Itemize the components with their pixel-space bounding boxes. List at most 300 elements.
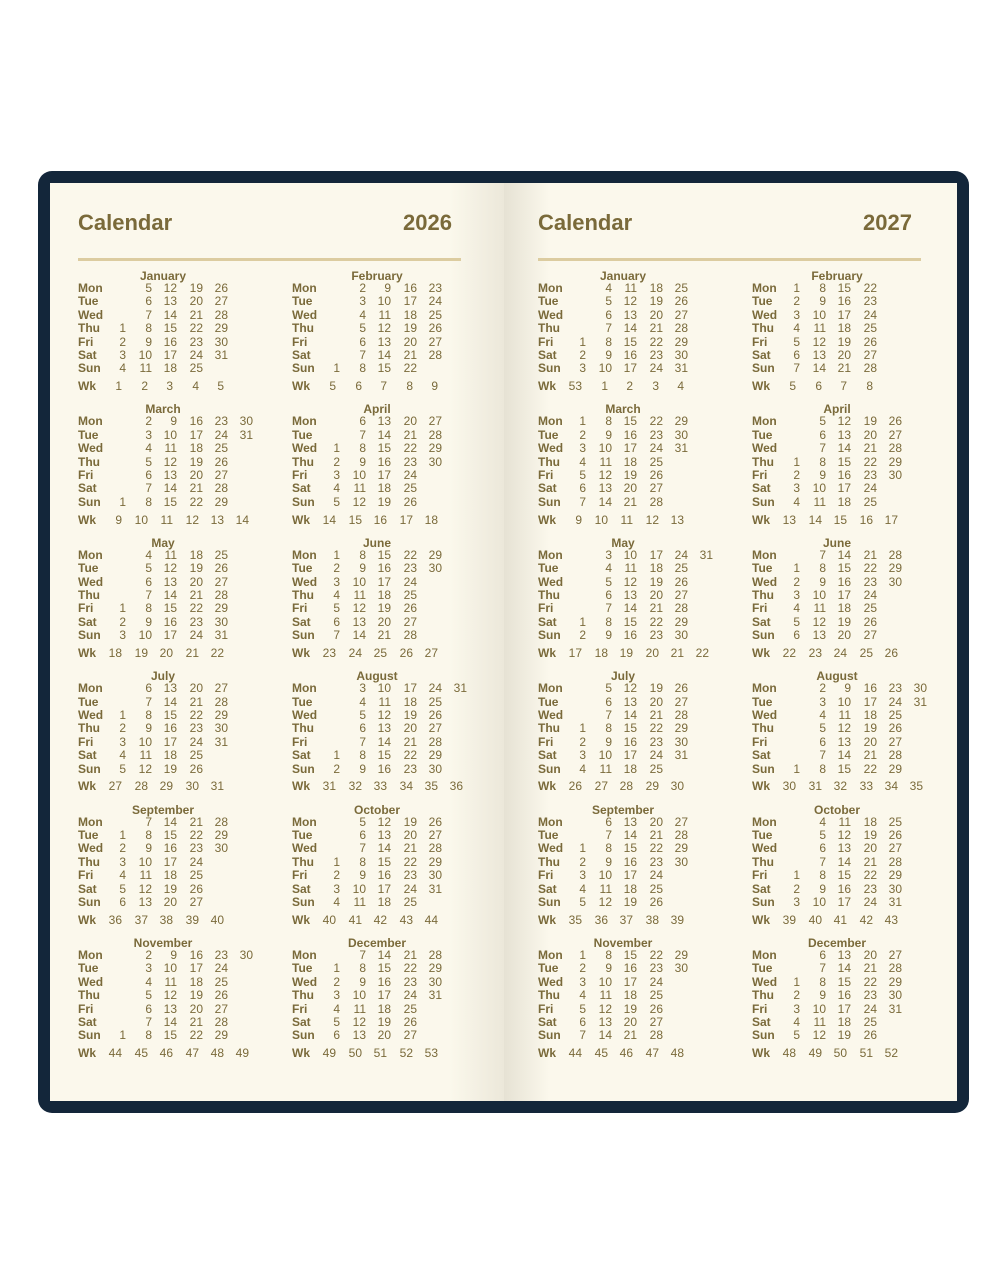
day-cell: 8 (359, 961, 366, 976)
day-cell: 18 (623, 761, 637, 776)
day-cell: 28 (214, 481, 228, 496)
day-cell: 23 (863, 881, 877, 896)
day-cell: 26 (189, 881, 203, 896)
weekday-label: Sat (538, 481, 557, 496)
day-cell: 31 (428, 881, 442, 896)
weekday-label: Fri (78, 467, 94, 482)
day-cell: 28 (214, 587, 228, 602)
week-number: 11 (160, 512, 173, 527)
day-cell: 28 (674, 827, 688, 842)
month-block (538, 670, 728, 794)
day-cell: 6 (579, 481, 586, 496)
day-cell: 28 (428, 427, 442, 442)
weekday-label: Tue (78, 427, 99, 442)
day-cell: 26 (403, 494, 417, 509)
day-cell: 7 (359, 427, 366, 442)
day-cell: 5 (359, 814, 366, 829)
day-cell: 26 (428, 707, 442, 722)
day-cell: 24 (428, 681, 442, 696)
day-cell: 17 (623, 748, 637, 763)
day-cell: 15 (837, 974, 851, 989)
month-name: January (599, 269, 647, 283)
day-cell: 13 (623, 307, 637, 322)
week-number: 22 (695, 646, 709, 661)
day-cell: 18 (837, 1015, 851, 1029)
weekday-label: Sat (292, 748, 311, 763)
day-cell: 28 (214, 1015, 228, 1029)
day-cell: 6 (819, 948, 826, 962)
day-cell: 9 (819, 467, 826, 482)
week-number: 44 (108, 1046, 122, 1061)
day-cell: 12 (598, 1001, 612, 1016)
day-cell: 18 (623, 454, 637, 469)
day-cell: 25 (674, 561, 688, 576)
day-cell: 29 (674, 334, 688, 349)
day-cell: 11 (378, 307, 391, 322)
day-cell: 4 (333, 587, 340, 602)
day-cell: 2 (579, 348, 586, 362)
weekday-label: Fri (292, 868, 308, 883)
day-cell: 15 (163, 601, 177, 616)
week-number: 7 (380, 379, 387, 394)
day-cell: 5 (359, 321, 366, 336)
day-cell: 14 (352, 628, 366, 643)
day-cell: 2 (793, 574, 800, 589)
day-cell: 12 (812, 334, 826, 349)
day-cell: 1 (333, 854, 340, 869)
week-number: 23 (808, 646, 822, 661)
weekday-label: Fri (752, 1001, 768, 1016)
day-cell: 3 (359, 294, 366, 309)
day-cell: 7 (359, 734, 366, 749)
day-cell: 11 (813, 601, 826, 616)
day-cell: 9 (359, 868, 366, 883)
day-cell: 28 (403, 628, 417, 643)
week-number: 24 (833, 646, 847, 661)
day-cell: 27 (428, 414, 442, 429)
day-cell: 8 (359, 547, 366, 562)
week-number: 48 (210, 1046, 224, 1061)
weekday-label: Sat (752, 748, 771, 763)
day-cell: 24 (649, 441, 663, 456)
day-cell: 13 (163, 467, 177, 482)
day-cell: 4 (605, 561, 612, 576)
weekday-label: Sat (78, 1015, 97, 1029)
day-cell: 25 (214, 974, 228, 989)
day-cell: 6 (145, 294, 152, 309)
day-cell: 14 (623, 827, 637, 842)
day-cell: 24 (863, 307, 877, 322)
weekday-label: Thu (752, 721, 774, 736)
day-cell: 30 (674, 854, 688, 869)
weekday-label: Sun (78, 761, 101, 776)
day-cell: 28 (428, 348, 442, 362)
week-number: 3 (166, 379, 173, 394)
day-cell: 28 (428, 841, 442, 856)
day-cell: 21 (863, 854, 877, 869)
day-cell: 2 (333, 454, 340, 469)
weekday-label: Sun (292, 1028, 315, 1043)
day-cell: 9 (359, 454, 366, 469)
day-cell: 8 (359, 748, 366, 763)
day-cell: 7 (605, 827, 612, 842)
day-cell: 22 (189, 601, 203, 616)
weekday-label: Thu (752, 854, 774, 869)
day-cell: 25 (649, 761, 663, 776)
day-cell: 20 (189, 294, 203, 309)
month-block (292, 537, 482, 661)
week-number: 35 (568, 912, 582, 927)
day-cell: 24 (403, 988, 417, 1003)
day-cell: 10 (598, 361, 612, 376)
day-cell: 29 (428, 961, 442, 976)
weekday-label: Sat (78, 481, 97, 496)
weekday-label: Wed (292, 974, 318, 989)
day-cell: 25 (403, 894, 417, 909)
day-cell: 11 (139, 361, 152, 376)
weekday-label: Sat (292, 1015, 311, 1029)
day-cell: 11 (378, 694, 391, 709)
day-cell: 16 (163, 614, 177, 629)
weekday-label: Fri (752, 601, 768, 616)
day-cell: 15 (837, 454, 851, 469)
header-divider (538, 258, 921, 261)
day-cell: 18 (163, 868, 177, 883)
day-cell: 15 (837, 281, 851, 295)
month-block (292, 670, 482, 794)
weekday-label: Sun (752, 1028, 775, 1043)
month-name: March (145, 402, 181, 417)
day-cell: 11 (813, 494, 826, 509)
weekday-label: Wed (292, 841, 318, 856)
day-cell: 19 (377, 1015, 391, 1029)
week-number: 6 (815, 379, 822, 394)
day-cell: 5 (579, 467, 586, 482)
week-label: Wk (752, 779, 770, 794)
weekday-label: Wed (292, 307, 318, 322)
day-cell: 29 (428, 854, 442, 869)
weekday-label: Fri (538, 601, 554, 616)
day-cell: 10 (377, 681, 391, 696)
week-number: 49 (808, 1046, 822, 1061)
day-cell: 30 (888, 467, 902, 482)
week-number: 42 (373, 912, 387, 927)
day-cell: 21 (837, 361, 851, 376)
month-block (292, 270, 482, 394)
day-cell: 4 (579, 454, 586, 469)
day-cell: 28 (649, 1028, 663, 1043)
day-cell: 16 (837, 574, 851, 589)
week-label: Wk (292, 779, 310, 794)
day-cell: 21 (189, 307, 203, 322)
weekday-label: Sun (538, 761, 561, 776)
week-label: Wk (538, 379, 556, 394)
weekday-label: Fri (292, 734, 308, 749)
week-number: 28 (619, 779, 633, 794)
day-cell: 9 (384, 281, 391, 295)
week-number: 4 (192, 379, 199, 394)
day-cell: 18 (863, 707, 877, 722)
weekday-label: Sun (78, 494, 101, 509)
day-cell: 21 (189, 587, 203, 602)
day-cell: 5 (605, 294, 612, 309)
day-cell: 31 (239, 427, 253, 442)
day-cell: 18 (623, 881, 637, 896)
day-cell: 8 (605, 614, 612, 629)
day-cell: 11 (139, 868, 152, 883)
weekday-label: Thu (538, 321, 560, 336)
day-cell: 24 (189, 348, 203, 362)
day-cell: 11 (838, 707, 851, 722)
day-cell: 12 (352, 601, 366, 616)
day-cell: 11 (353, 894, 366, 909)
day-cell: 8 (145, 494, 152, 509)
day-cell: 27 (214, 467, 228, 482)
day-cell: 13 (163, 294, 177, 309)
week-number: 39 (185, 912, 199, 927)
day-cell: 1 (119, 601, 126, 616)
day-cell: 5 (819, 721, 826, 736)
day-cell: 14 (623, 601, 637, 616)
day-cell: 20 (163, 894, 177, 909)
day-cell: 9 (359, 974, 366, 989)
day-cell: 12 (352, 494, 366, 509)
day-cell: 14 (377, 348, 391, 362)
day-cell: 12 (377, 321, 391, 336)
weekday-label: Mon (752, 281, 777, 295)
day-cell: 23 (649, 961, 663, 976)
day-cell: 8 (605, 721, 612, 736)
month-name: July (610, 669, 635, 684)
day-cell: 29 (674, 414, 688, 429)
day-cell: 2 (793, 467, 800, 482)
day-cell: 16 (623, 961, 637, 976)
day-cell: 20 (189, 681, 203, 696)
day-cell: 27 (214, 1001, 228, 1016)
day-cell: 16 (863, 681, 877, 696)
weekday-label: Tue (538, 294, 559, 309)
day-cell: 25 (403, 481, 417, 496)
day-cell: 29 (214, 601, 228, 616)
day-cell: 20 (863, 734, 877, 749)
day-cell: 19 (377, 494, 391, 509)
day-cell: 18 (649, 561, 663, 576)
day-cell: 9 (605, 734, 612, 749)
day-cell: 22 (863, 868, 877, 883)
day-cell: 7 (819, 547, 826, 562)
day-cell: 31 (214, 348, 228, 362)
day-cell: 4 (579, 988, 586, 1003)
week-number: 20 (159, 646, 173, 661)
week-label: Wk (292, 512, 310, 527)
day-cell: 20 (377, 1028, 391, 1043)
week-number: 14 (235, 512, 249, 527)
weekday-label: Sun (538, 894, 561, 909)
week-number: 17 (884, 512, 898, 527)
day-cell: 1 (119, 321, 126, 336)
day-cell: 7 (145, 694, 152, 709)
day-cell: 19 (837, 614, 851, 629)
day-cell: 10 (138, 734, 152, 749)
weekday-label: Sun (78, 628, 101, 643)
weekday-label: Wed (538, 974, 564, 989)
day-cell: 1 (793, 974, 800, 989)
day-cell: 22 (189, 827, 203, 842)
day-cell: 25 (428, 307, 442, 322)
day-cell: 10 (812, 481, 826, 496)
day-cell: 15 (377, 854, 391, 869)
weekday-label: Fri (78, 1001, 94, 1016)
day-cell: 18 (403, 694, 417, 709)
day-cell: 11 (353, 587, 366, 602)
day-cell: 15 (837, 561, 851, 576)
month-name: August (816, 669, 858, 684)
day-cell: 26 (863, 334, 877, 349)
day-cell: 3 (119, 854, 126, 869)
day-cell: 20 (377, 614, 391, 629)
week-number: 45 (134, 1046, 148, 1061)
month-block (538, 937, 728, 1061)
day-cell: 5 (359, 707, 366, 722)
day-cell: 8 (605, 948, 612, 962)
week-number: 47 (645, 1046, 659, 1061)
day-cell: 6 (333, 1028, 340, 1043)
day-cell: 18 (403, 307, 417, 322)
day-cell: 5 (333, 494, 340, 509)
day-cell: 19 (189, 561, 203, 576)
day-cell: 13 (138, 894, 152, 909)
week-label: Wk (752, 1046, 770, 1061)
weekday-label: Mon (538, 814, 563, 829)
weekday-label: Tue (292, 427, 313, 442)
weekday-label: Mon (292, 281, 317, 295)
day-cell: 6 (605, 587, 612, 602)
day-cell: 26 (403, 1015, 417, 1029)
day-cell: 9 (145, 721, 152, 736)
day-cell: 5 (819, 827, 826, 842)
day-cell: 15 (623, 334, 637, 349)
day-cell: 3 (579, 974, 586, 989)
day-cell: 21 (649, 601, 663, 616)
day-cell: 23 (863, 574, 877, 589)
weekday-label: Mon (292, 814, 317, 829)
day-cell: 5 (145, 281, 152, 295)
day-cell: 21 (863, 441, 877, 456)
weekday-label: Sun (752, 761, 775, 776)
week-number: 43 (399, 912, 413, 927)
day-cell: 14 (623, 321, 637, 336)
day-cell: 2 (793, 988, 800, 1003)
day-cell: 25 (649, 881, 663, 896)
day-cell: 16 (837, 467, 851, 482)
weekday-label: Tue (78, 961, 99, 976)
weekday-label: Tue (752, 694, 773, 709)
day-cell: 15 (837, 868, 851, 883)
month-block (752, 804, 942, 928)
day-cell: 12 (598, 894, 612, 909)
weekday-label: Mon (78, 681, 103, 696)
week-number: 30 (782, 779, 796, 794)
week-number: 5 (789, 379, 796, 394)
day-cell: 10 (623, 547, 637, 562)
weekday-label: Mon (538, 681, 563, 696)
day-cell: 10 (812, 307, 826, 322)
month-name: April (363, 402, 391, 417)
month-block (78, 670, 268, 794)
day-cell: 13 (163, 1001, 177, 1016)
weekday-label: Tue (78, 694, 99, 709)
week-number: 41 (833, 912, 847, 927)
day-cell: 12 (138, 881, 152, 896)
month-name: September (591, 802, 655, 817)
week-label: Wk (78, 779, 96, 794)
day-cell: 6 (793, 628, 800, 643)
day-cell: 18 (189, 974, 203, 989)
day-cell: 4 (333, 1001, 340, 1016)
day-cell: 9 (359, 761, 366, 776)
weekday-label: Sun (292, 361, 315, 376)
week-number: 37 (134, 912, 148, 927)
day-cell: 29 (674, 614, 688, 629)
week-number: 36 (108, 912, 122, 927)
day-cell: 23 (863, 294, 877, 309)
day-cell: 25 (403, 587, 417, 602)
month-block (538, 804, 728, 928)
day-cell: 17 (163, 734, 177, 749)
day-cell: 17 (863, 694, 877, 709)
month-block (538, 537, 728, 661)
day-cell: 15 (623, 414, 637, 429)
month-name: December (807, 936, 867, 950)
day-cell: 3 (793, 307, 800, 322)
day-cell: 20 (863, 427, 877, 442)
day-cell: 6 (819, 841, 826, 856)
week-number: 50 (833, 1046, 847, 1061)
day-cell: 3 (579, 441, 586, 456)
day-cell: 7 (333, 628, 340, 643)
day-cell: 3 (333, 881, 340, 896)
weekday-label: Thu (538, 587, 560, 602)
month-block (752, 270, 942, 394)
day-cell: 1 (119, 827, 126, 842)
day-cell: 17 (837, 481, 851, 496)
day-cell: 8 (819, 281, 826, 295)
day-cell: 23 (863, 988, 877, 1003)
day-cell: 26 (649, 894, 663, 909)
day-cell: 22 (649, 334, 663, 349)
weekday-label: Fri (78, 601, 94, 616)
day-cell: 28 (428, 734, 442, 749)
day-cell: 13 (623, 814, 637, 829)
day-cell: 1 (579, 948, 586, 962)
day-cell: 5 (145, 988, 152, 1003)
day-cell: 11 (813, 1015, 826, 1029)
day-cell: 14 (163, 1015, 177, 1029)
day-cell: 15 (623, 948, 637, 962)
week-number: 15 (348, 512, 362, 527)
day-cell: 4 (119, 361, 126, 376)
day-cell: 24 (888, 694, 902, 709)
day-cell: 26 (863, 614, 877, 629)
day-cell: 30 (674, 628, 688, 643)
week-number: 21 (670, 646, 684, 661)
day-cell: 5 (145, 454, 152, 469)
week-number: 51 (859, 1046, 873, 1061)
weekday-label: Sun (78, 894, 101, 909)
day-cell: 29 (888, 561, 902, 576)
day-cell: 3 (579, 748, 586, 763)
day-cell: 26 (674, 574, 688, 589)
